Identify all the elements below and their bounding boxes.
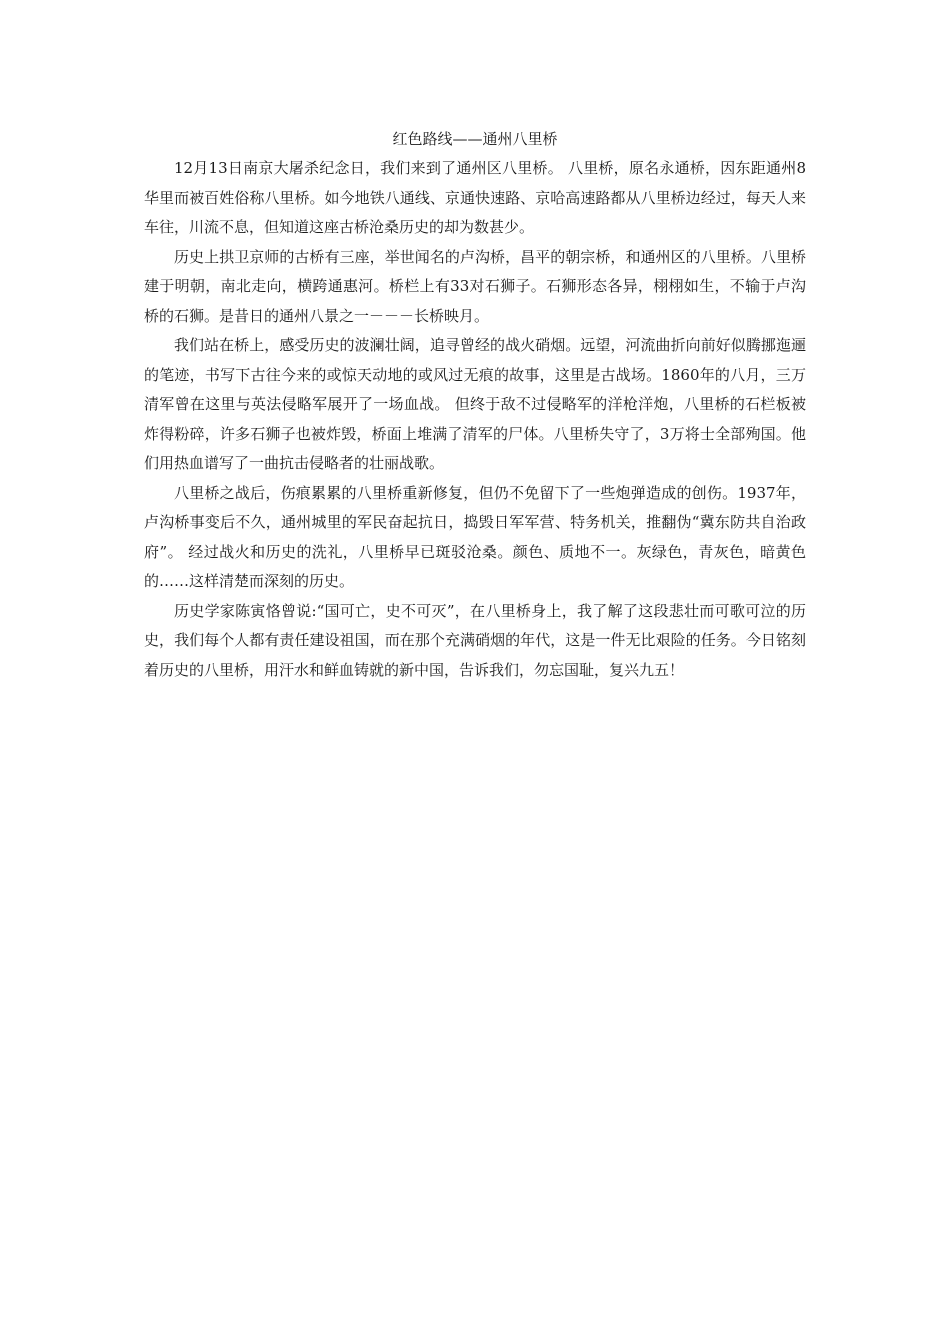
document-title: 红色路线——通州八里桥 [392,130,558,148]
paragraph-aftermath: 八里桥之战后，伤痕累累的八里桥重新修复，但仍不免留下了一些炮弹造成的创伤。1937年，卢沟桥事变后不久，通州城里的军民奋起抗日，捣毁日军军营、特务机关，推翻伪“冀东防共自治政府”。 经过战火和历史的洗礼，八里桥早已斑驳沧桑。颜色、质地不一。灰绿色，青灰色，暗黄色的……这样清楚而深刻的历史。 [144,483,806,590]
paragraph-intro: 12月13日南京大屠杀纪念日，我们来到了通州区八里桥。 八里桥，原名永通桥，因东距通州8华里而被百姓俗称八里桥。如今地铁八通线、京通快速路、京哈高速路都从八里桥边经过，每天人来车往，川流不息，但知道这座古桥沧桑历史的却为数甚少。 [144,159,806,236]
paragraph-conclusion: 历史学家陈寅恪曾说:“国可亡，史不可灭”，在八里桥身上，我了解了这段悲壮而可歌可泣的历史，我们每个人都有责任建设祖国，而在那个充满硝烟的年代，这是一件无比艰险的任务。今日铭刻着历史的八里桥，用汗水和鲜血铸就的新中国，告诉我们，勿忘国耻，复兴九五！ [144,601,806,679]
document-page [144,128,806,685]
paragraph-history: 历史上拱卫京师的古桥有三座，举世闻名的卢沟桥，昌平的朝宗桥，和通州区的八里桥。八里桥建于明朝，南北走向，横跨通惠河。桥栏上有33对石狮子。石狮形态各异，栩栩如生，不输于卢沟桥的石狮。是昔日的通州八景之一－－－长桥映月。 [144,247,806,325]
paragraph-battle: 我们站在桥上，感受历史的波澜壮阔，追寻曾经的战火硝烟。远望，河流曲折向前好似腾挪迤逦的笔迹，书写下古往今来的或惊天动地的或风过无痕的故事，这里是古战场。1860年的八月，三万清军曾在这里与英法侵略军展开了一场血战。 但终于敌不过侵略军的洋枪洋炮，八里桥的石栏板被炸得粉碎，许多石狮子也被炸毁，桥面上堆满了清军的尸体。八里桥失守了，3万将士全部殉国。他们用热血谱写了一曲抗击侵略者的壮丽战歌。 [144,336,806,472]
